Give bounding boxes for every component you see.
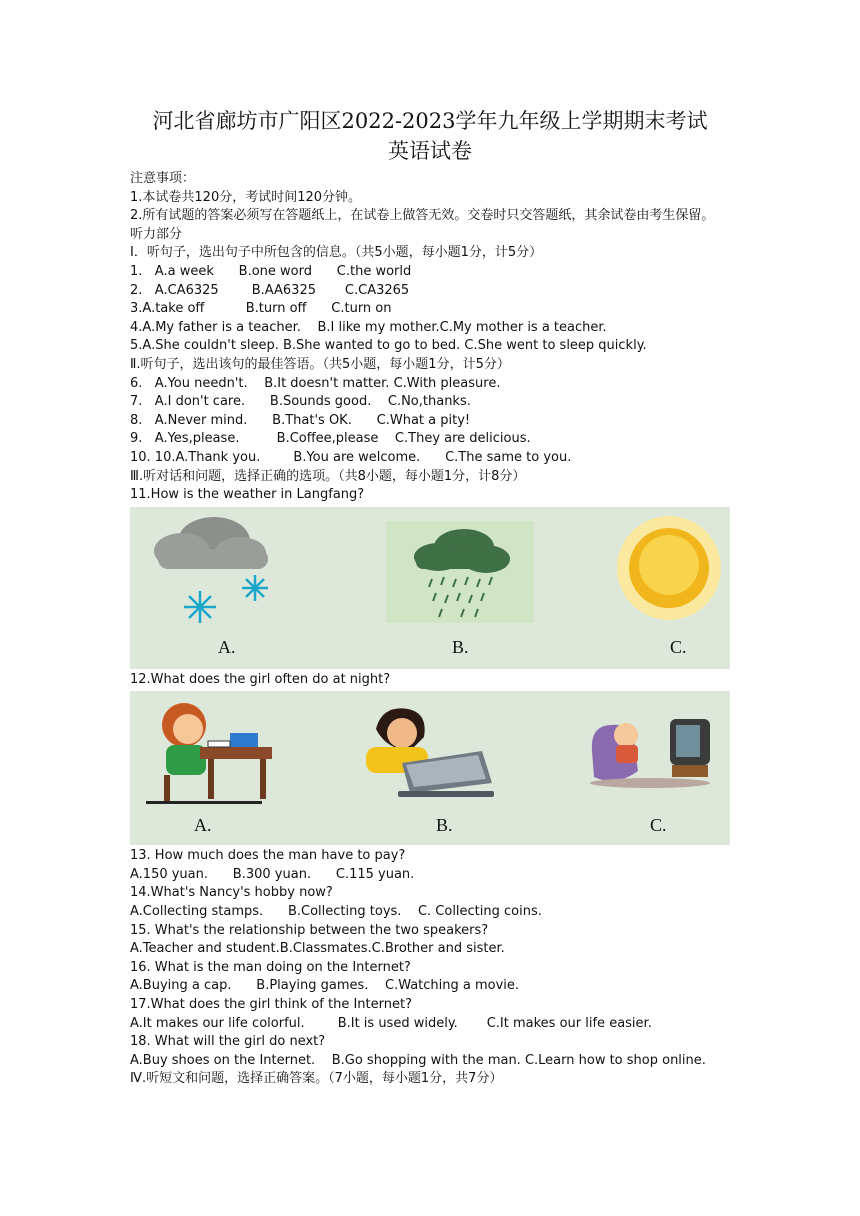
question-line: 14.What's Nancy's hobby now? (130, 885, 333, 901)
question-line: 15. What's the relationship between the two speakers? (130, 922, 489, 938)
question-line: A.Buying a cap. B.Playing games. C.Watching a movie. (130, 978, 520, 994)
question-line: 8. A.Never mind. B.That's OK. C.What a pity! (130, 412, 471, 428)
question-line: 2. A.CA6325 B.AA6325 C.CA3265 (130, 282, 410, 298)
listening-heading: 听力部分 (130, 226, 183, 242)
question-line: A.It makes our life colorful. B.It is used widely. C.It makes our life easier. (130, 1015, 652, 1031)
exam-page (130, 0, 730, 1089)
girl-laptop-icon (362, 699, 502, 805)
question-line: 9. A.Yes,please. B.Coffee,please C.They are delicious. (130, 431, 531, 447)
option-label-b: B. (452, 636, 469, 657)
sun-icon (614, 513, 724, 623)
rain-cloud-icon (386, 521, 534, 623)
notes-item-2: 2.所有试题的答案必须写在答题纸上，在试卷上做答无效。交卷时只交答题纸，其余试卷由考生保留。 (130, 208, 715, 224)
kid-watching-tv-icon (586, 711, 718, 791)
question-line: 10. 10.A.Thank you. B.You are welcome. C.The same to you. (130, 449, 572, 465)
question-line: 17.What does the girl think of the Internet? (130, 997, 412, 1013)
question-line: 5.A.She couldn't sleep. B.She wanted to go to bed. C.She went to sleep quickly. (130, 338, 647, 354)
question-line: A.Buy shoes on the Internet. B.Go shopping with the man. C.Learn how to shop online. (130, 1052, 706, 1068)
option-label-c: C. (670, 636, 687, 657)
section-3-title: Ⅲ.听对话和问题，选择正确的选项。（共8小题，每小题1分，计8分） (130, 468, 526, 484)
weather-picture-panel (130, 507, 730, 669)
section-2-title: Ⅱ.听句子，选出该句的最佳答语。（共5小题，每小题1分，计5分） (130, 356, 510, 372)
question-line: 4.A.My father is a teacher. B.I like my mother.C.My mother is a teacher. (130, 319, 607, 335)
option-label-c: C. (650, 815, 667, 836)
section-1-title: I．听句子，选出句子中所包含的信息。（共5小题，每小题1分，计5分） (130, 245, 543, 261)
snow-cloud-icon (144, 511, 274, 631)
option-label-a: A. (194, 815, 212, 836)
section-4-title: Ⅳ.听短文和问题，选择正确答案。（7小题，每小题1分，共7分） (130, 1071, 503, 1087)
question-line: 1. A.a week B.one word C.the world (130, 263, 412, 279)
option-label-b: B. (436, 815, 453, 836)
question-line: 7. A.I don't care. B.Sounds good. C.No,thanks. (130, 394, 471, 410)
notes-heading: 注意事项： (130, 171, 196, 186)
option-label-a: A. (218, 636, 236, 657)
exam-title-line2: 英语试卷 (388, 139, 472, 163)
question-line: A.Collecting stamps. B.Collecting toys. C. Collecting coins. (130, 904, 542, 920)
activity-picture-panel (130, 691, 730, 845)
question-11: 11.How is the weather in Langfang? (130, 487, 365, 503)
question-12: 12.What does the girl often do at night? (130, 671, 391, 687)
question-line: 13. How much does the man have to pay? (130, 848, 406, 864)
question-line: A.150 yuan. B.300 yuan. C.115 yuan. (130, 866, 415, 882)
question-line: 18. What will the girl do next? (130, 1034, 326, 1050)
question-line: 16. What is the man doing on the Internet? (130, 959, 411, 975)
question-line: 3.A.take off B.turn off C.turn on (130, 301, 392, 317)
notes-item-1: 1.本试卷共120分，考试时间120分钟。 (130, 189, 362, 205)
girl-studying-icon (142, 697, 276, 807)
question-line: A.Teacher and student.B.Classmates.C.Brother and sister. (130, 941, 505, 957)
exam-title-line1: 河北省廊坊市广阳区2022-2023学年九年级上学期期末考试 (152, 109, 708, 133)
question-line: 6. A.You needn't. B.It doesn't matter. C.With pleasure. (130, 375, 501, 391)
